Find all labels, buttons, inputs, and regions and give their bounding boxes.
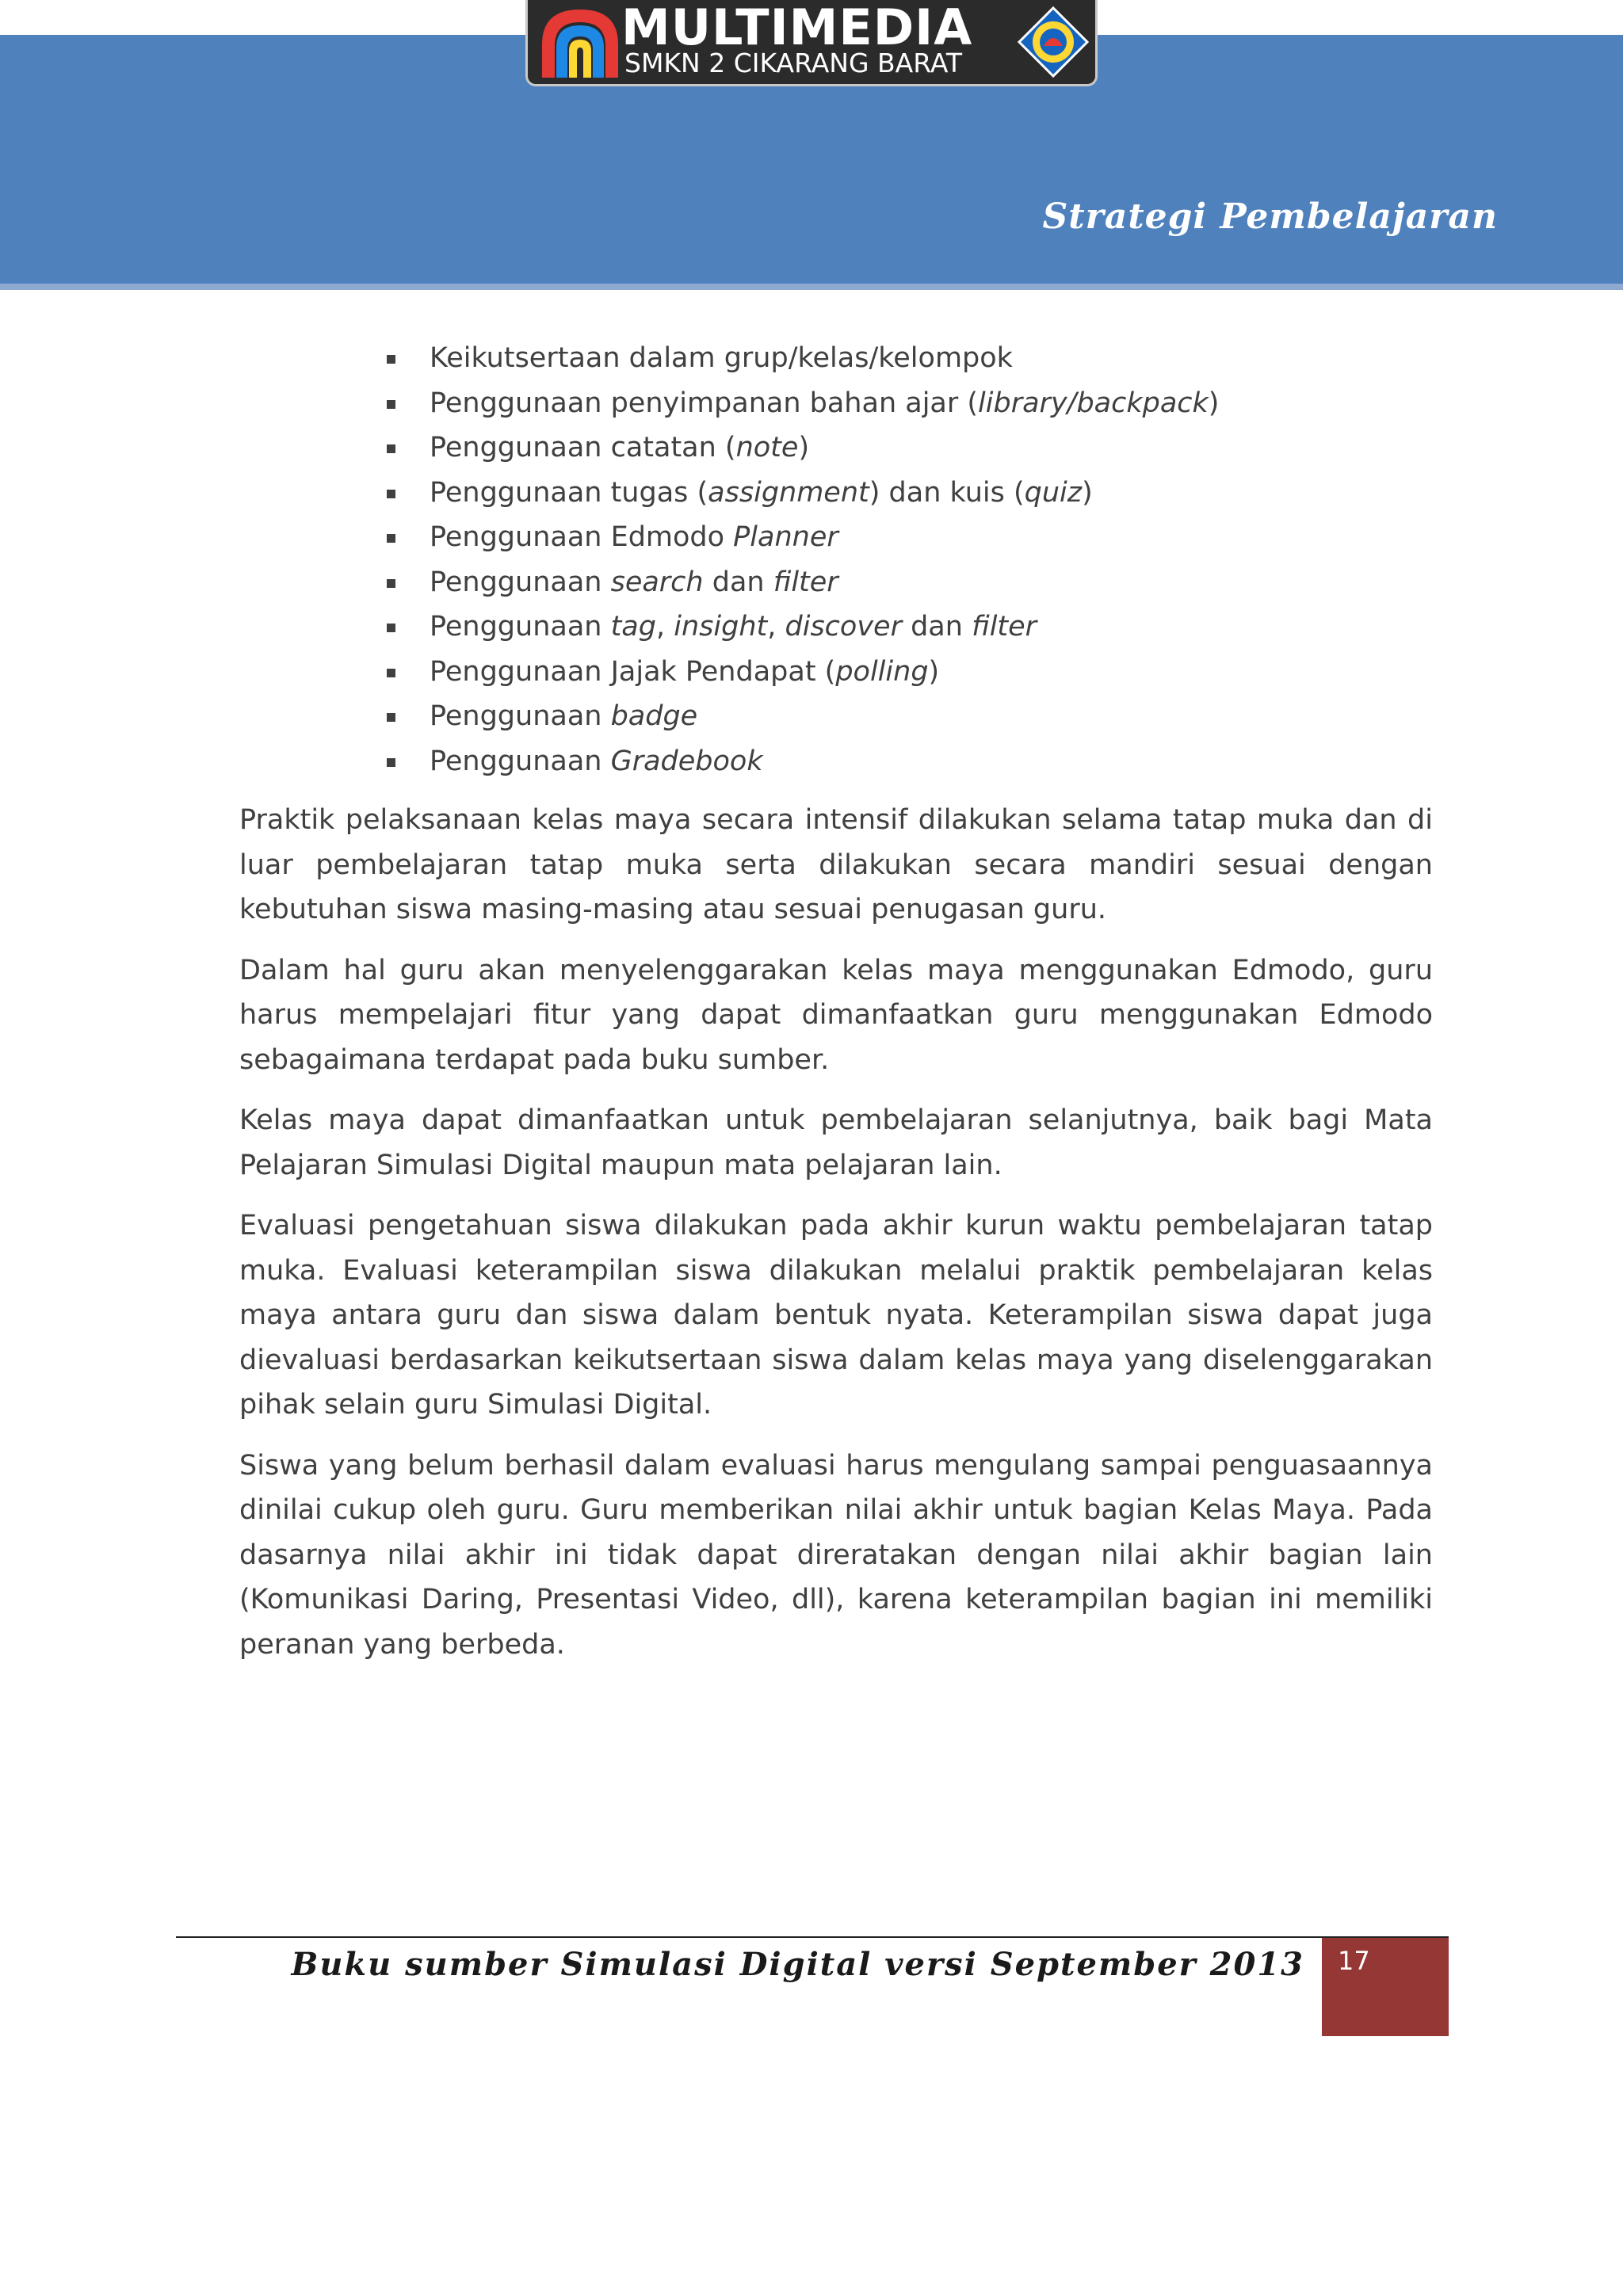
paragraph: Siswa yang belum berhasil dalam evaluasi harus mengulang sampai penguasaannya dinilai cukup oleh guru. Guru memberikan nilai akhir untuk bagian Kelas Maya. Pada dasarnya nilai akhir ini tidak dapat direratakan dengan nilai akhir bagian lain (Komunikasi Daring, Presentasi Video, dll), karena keterampilan bagian ini memiliki peranan yang berbeda. <box>239 1449 1433 1661</box>
section-title: Strategi Pembelajaran <box>1042 196 1498 237</box>
list-item: Penggunaan catatan (note) <box>430 425 1433 471</box>
paragraph: Kelas maya dapat dimanfaatkan untuk pembelajaran selanjutnya, baik bagi Mata Pelajaran Simulasi Digital maupun mata pelajaran lain. <box>239 1104 1433 1181</box>
footer-rule <box>176 1936 1449 1938</box>
list-item: Penggunaan badge <box>430 694 1433 739</box>
school-emblem-icon <box>1018 6 1089 78</box>
paragraph: Evaluasi pengetahuan siswa dilakukan pada akhir kurun waktu pembelajaran tatap muka. Evaluasi keterampilan siswa dilakukan melalui praktik pembelajaran kelas maya antara guru dan siswa dalam bentuk nyata. Keterampilan siswa dapat juga dievaluasi berdasarkan keikutsertaan siswa dalam kelas maya yang diselenggarakan pihak selain guru Simulasi Digital. <box>239 1210 1433 1421</box>
list-item: Keikutsertaan dalam grup/kelas/kelompok <box>430 336 1433 381</box>
paragraph: Dalam hal guru akan menyelenggarakan kelas maya menggunakan Edmodo, guru harus mempelajari fitur yang dapat dimanfaatkan guru menggunakan Edmodo sebagaimana terdapat pada buku sumber. <box>239 954 1433 1076</box>
logo-title: MULTIMEDIA <box>621 0 973 56</box>
page-number: 17 <box>1338 1946 1370 1976</box>
header-shadow <box>0 284 1623 290</box>
list-item: Penggunaan Edmodo Planner <box>430 515 1433 560</box>
page-number-box <box>1322 1938 1449 2036</box>
body-paragraphs <box>239 798 1433 1667</box>
logo-subtitle: SMKN 2 CIKARANG BARAT <box>624 48 963 78</box>
feature-list <box>239 336 1433 784</box>
rainbow-arch-icon <box>537 3 623 79</box>
page-content <box>239 336 1433 1683</box>
list-item: Penggunaan Jajak Pendapat (polling) <box>430 650 1433 695</box>
list-item: Penggunaan search dan filter <box>430 560 1433 605</box>
list-item: Penggunaan Gradebook <box>430 739 1433 784</box>
list-item: Penggunaan tag, insight, discover dan filter <box>430 605 1433 650</box>
paragraph: Praktik pelaksanaan kelas maya secara intensif dilakukan selama tatap muka dan di luar pembelajaran tatap muka serta dilakukan secara mandiri sesuai dengan kebutuhan siswa masing-masing atau sesuai penugasan guru. <box>239 804 1433 925</box>
footer-text: Buku sumber Simulasi Digital versi September 2013 <box>291 1946 1304 1983</box>
list-item: Penggunaan penyimpanan bahan ajar (library/backpack) <box>430 381 1433 426</box>
list-item: Penggunaan tugas (assignment) dan kuis (quiz) <box>430 471 1433 516</box>
multimedia-logo <box>528 0 1095 84</box>
